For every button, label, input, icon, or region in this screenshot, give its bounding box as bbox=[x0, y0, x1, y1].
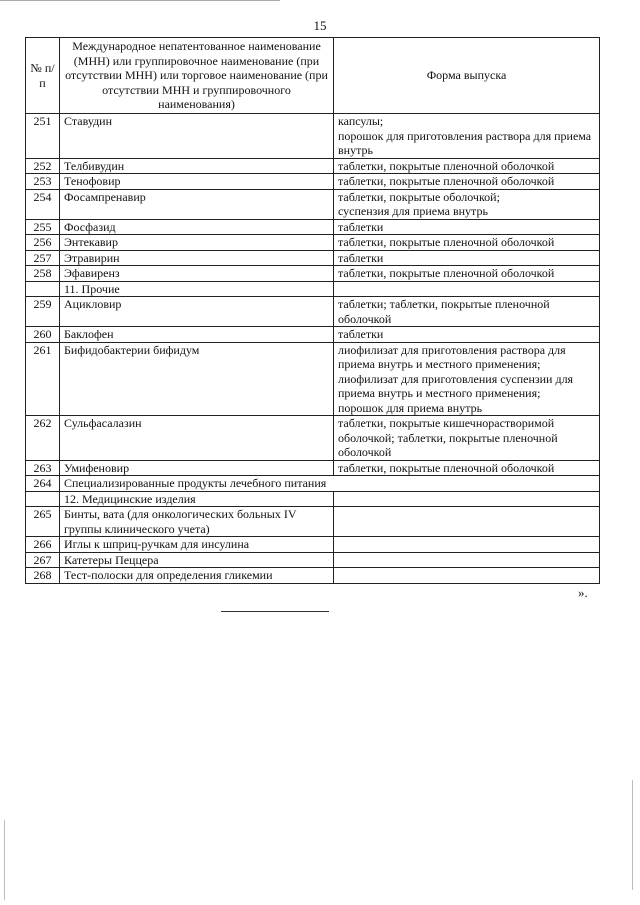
drug-name: Специализированные продукты лечебного питания bbox=[60, 476, 600, 492]
release-form: таблетки bbox=[334, 219, 600, 235]
drug-name: Тенофовир bbox=[60, 174, 334, 190]
drug-name: Энтекавир bbox=[60, 235, 334, 251]
table-row bbox=[26, 219, 600, 235]
row-number: 254 bbox=[26, 189, 60, 219]
release-form bbox=[334, 281, 600, 297]
release-form: таблетки, покрытые пленочной оболочкой bbox=[334, 266, 600, 282]
row-number: 264 bbox=[26, 476, 60, 492]
row-number: 258 bbox=[26, 266, 60, 282]
row-number: 260 bbox=[26, 327, 60, 343]
scan-edge-mark-left bbox=[4, 820, 5, 900]
table-row bbox=[26, 476, 600, 492]
release-form: таблетки bbox=[334, 250, 600, 266]
medication-table bbox=[25, 37, 600, 584]
row-number: 263 bbox=[26, 460, 60, 476]
release-form: таблетки, покрытые пленочной оболочкой bbox=[334, 460, 600, 476]
table-row bbox=[26, 537, 600, 553]
table-row bbox=[26, 189, 600, 219]
table-row bbox=[26, 552, 600, 568]
release-form: таблетки bbox=[334, 327, 600, 343]
release-form: таблетки, покрытые пленочной оболочкой bbox=[334, 158, 600, 174]
release-form: таблетки, покрытые пленочной оболочкой bbox=[334, 235, 600, 251]
header-form: Форма выпуска bbox=[334, 38, 600, 114]
drug-name: Фосфазид bbox=[60, 219, 334, 235]
table-row bbox=[26, 114, 600, 159]
drug-name: Баклофен bbox=[60, 327, 334, 343]
drug-name: Фосампренавир bbox=[60, 189, 334, 219]
end-rule bbox=[221, 611, 329, 612]
release-form: таблетки; таблетки, покрытые пленочной оболочкой bbox=[334, 297, 600, 327]
release-form bbox=[334, 537, 600, 553]
row-number: 253 bbox=[26, 174, 60, 190]
drug-name: Ацикловир bbox=[60, 297, 334, 327]
table-header-row bbox=[26, 38, 600, 114]
row-number: 265 bbox=[26, 507, 60, 537]
top-scan-rule bbox=[0, 0, 280, 1]
table-row bbox=[26, 297, 600, 327]
drug-name: Этравирин bbox=[60, 250, 334, 266]
row-number: 266 bbox=[26, 537, 60, 553]
header-number: № п/п bbox=[26, 38, 60, 114]
row-number: 255 bbox=[26, 219, 60, 235]
row-number: 267 bbox=[26, 552, 60, 568]
release-form bbox=[334, 491, 600, 507]
table-body bbox=[26, 114, 600, 584]
drug-name: Катетеры Пеццера bbox=[60, 552, 334, 568]
table-row bbox=[26, 250, 600, 266]
table-row bbox=[26, 342, 600, 416]
row-number: 251 bbox=[26, 114, 60, 159]
table-row bbox=[26, 174, 600, 190]
table-row bbox=[26, 327, 600, 343]
drug-name: Телбивудин bbox=[60, 158, 334, 174]
section-title: 11. Прочие bbox=[60, 281, 334, 297]
section-title: 12. Медицинские изделия bbox=[60, 491, 334, 507]
row-number: 252 bbox=[26, 158, 60, 174]
row-number: 256 bbox=[26, 235, 60, 251]
drug-name: Умифеновир bbox=[60, 460, 334, 476]
section-row bbox=[26, 491, 600, 507]
table-row bbox=[26, 568, 600, 584]
release-form: таблетки, покрытые пленочной оболочкой bbox=[334, 174, 600, 190]
release-form bbox=[334, 507, 600, 537]
drug-name: Сульфасалазин bbox=[60, 416, 334, 461]
release-form bbox=[334, 568, 600, 584]
drug-name: Эфавиренз bbox=[60, 266, 334, 282]
release-form: таблетки, покрытые оболочкой; суспензия для приема внутрь bbox=[334, 189, 600, 219]
table-row bbox=[26, 158, 600, 174]
table-row bbox=[26, 266, 600, 282]
row-number: 268 bbox=[26, 568, 60, 584]
row-number bbox=[26, 281, 60, 297]
drug-name: Бифидобактерии бифидум bbox=[60, 342, 334, 416]
release-form: лиофилизат для приготовления раствора для приема внутрь и местного применения; лиофилизат для приготовления суспензии для приема внутрь и местного применения; порошок для приема внутрь bbox=[334, 342, 600, 416]
header-name: Международное непатентованное наименование (МНН) или группировочное наименование (при отсутствии МНН) или торговое наименование (при отсутствии МНН и группировочного наименования) bbox=[60, 38, 334, 114]
drug-name: Тест-полоски для определения гликемии bbox=[60, 568, 334, 584]
row-number bbox=[26, 491, 60, 507]
row-number: 257 bbox=[26, 250, 60, 266]
table-row bbox=[26, 507, 600, 537]
drug-name: Иглы к шприц-ручкам для инсулина bbox=[60, 537, 334, 553]
row-number: 259 bbox=[26, 297, 60, 327]
section-row bbox=[26, 281, 600, 297]
row-number: 262 bbox=[26, 416, 60, 461]
table-row bbox=[26, 416, 600, 461]
release-form bbox=[334, 552, 600, 568]
release-form: таблетки, покрытые кишечнорастворимой оболочкой; таблетки, покрытые пленочной оболочкой bbox=[334, 416, 600, 461]
drug-name: Ставудин bbox=[60, 114, 334, 159]
table-row bbox=[26, 460, 600, 476]
drug-name: Бинты, вата (для онкологических больных IV группы клинического учета) bbox=[60, 507, 334, 537]
table-row bbox=[26, 235, 600, 251]
release-form: капсулы; порошок для приготовления раствора для приема внутрь bbox=[334, 114, 600, 159]
page-number: 15 bbox=[313, 18, 327, 33]
row-number: 261 bbox=[26, 342, 60, 416]
closing-quote-mark: ». bbox=[578, 585, 588, 600]
scan-edge-mark-right bbox=[632, 780, 633, 890]
